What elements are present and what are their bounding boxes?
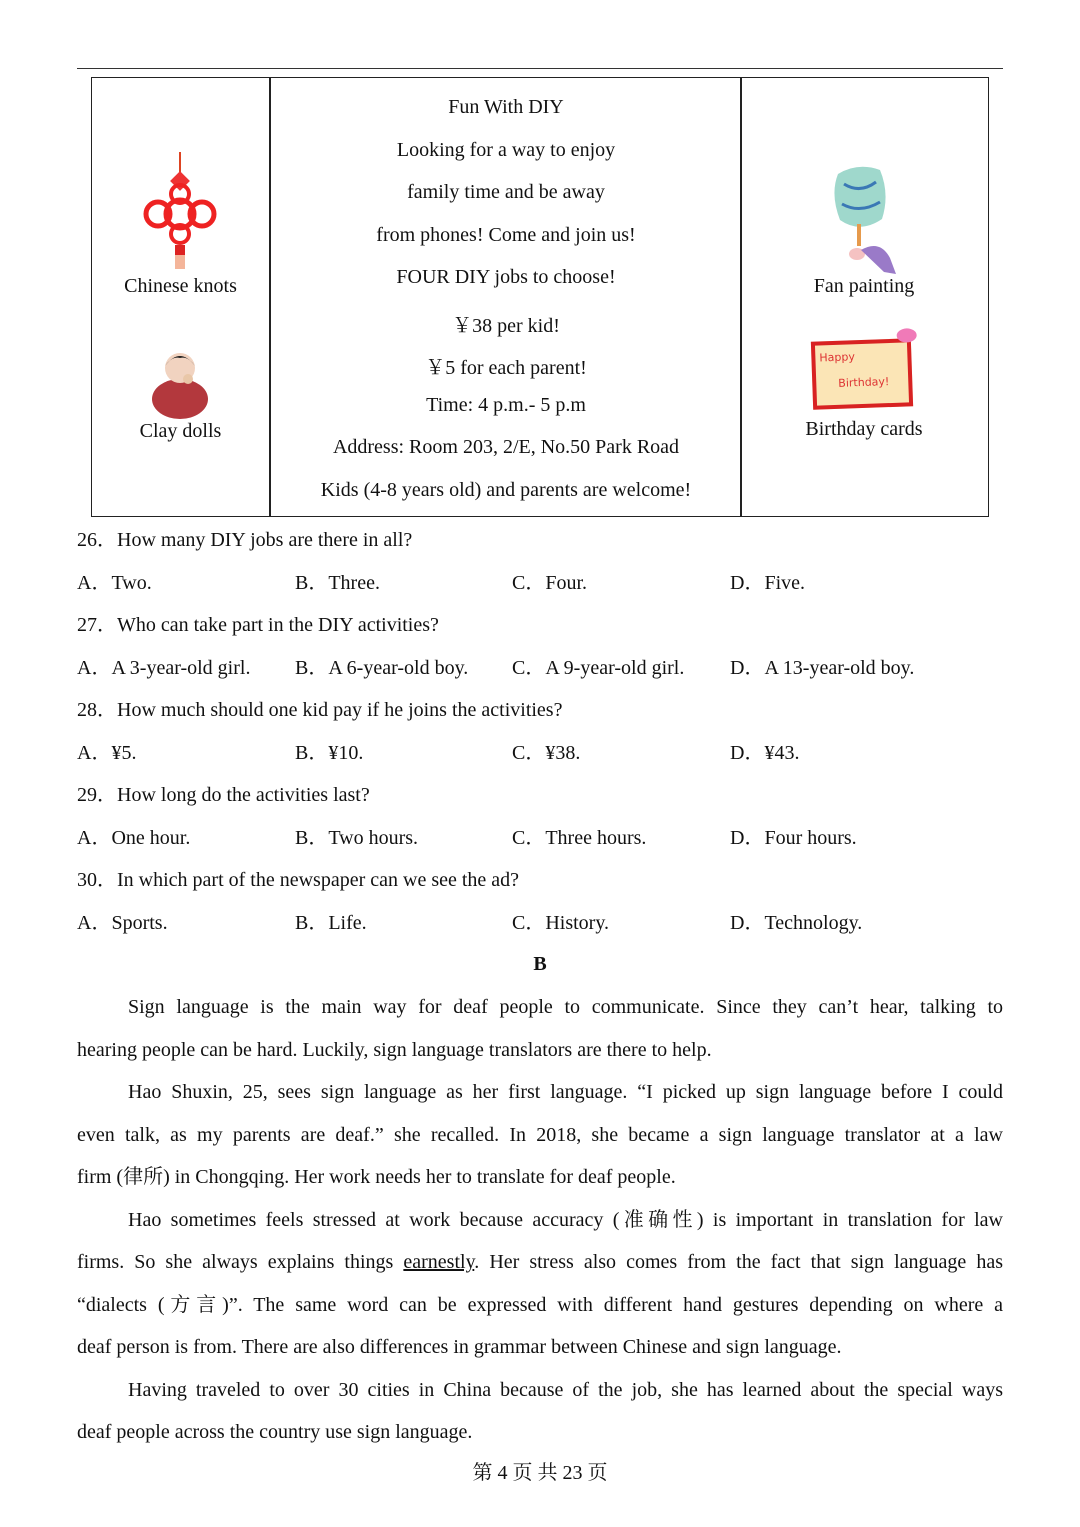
answer-option: C．A 9-year-old girl.	[512, 656, 685, 679]
painted-fan-icon	[830, 164, 910, 276]
text-segment: . Her stress also comes from the fact that sign language has	[474, 1251, 1003, 1273]
ad-table	[91, 77, 989, 517]
answer-option: C．Four.	[512, 571, 588, 594]
item-label-birthday-cards: Birthday cards	[805, 418, 923, 440]
passage-line: Hao sometimes feels stressed at work because accuracy (准确性) is important in translation for law	[128, 1208, 1003, 1231]
passage-line: even talk, as my parents are deaf.” she recalled. In 2018, she became a sign language translator at a law	[77, 1123, 1003, 1146]
bow-icon	[896, 328, 916, 343]
answer-option: A．¥5.	[77, 741, 137, 764]
passage-line: Having traveled to over 30 cities in China because of the job, she has learned about the special ways	[128, 1378, 1003, 1401]
item-label-clay-dolls: Clay dolls	[139, 420, 222, 442]
item-label-fan-painting: Fan painting	[813, 275, 915, 297]
passage-line: deaf people across the country use sign language.	[77, 1421, 473, 1443]
answer-option: A．Two.	[77, 571, 152, 594]
ad-line: from phones! Come and join us!	[376, 223, 636, 246]
question-stem: 28．How much should one kid pay if he joins the activities?	[77, 699, 563, 721]
text-segment: firms. So she always explains things	[77, 1251, 404, 1273]
answer-option: B．Two hours.	[295, 826, 419, 849]
answer-option: A．One hour.	[77, 826, 191, 849]
answer-option: B．A 6-year-old boy.	[295, 656, 469, 679]
item-label-chinese-knots: Chinese knots	[124, 275, 237, 297]
passage-line: deaf person is from. There are also differences in grammar between Chinese and sign language.	[77, 1336, 842, 1358]
answer-option: C．¥38.	[512, 741, 581, 764]
answer-option: C．History.	[512, 911, 610, 934]
passage-line: hearing people can be hard. Luckily, sign language translators are there to help.	[77, 1038, 712, 1061]
ad-line: Looking for a way to enjoy	[396, 138, 616, 161]
question-stem: 30．In which part of the newspaper can we see the ad?	[77, 869, 520, 891]
question-stem: 29．How long do the activities last?	[77, 784, 370, 806]
ad-line: Time: 4 p.m.- 5 p.m	[426, 393, 586, 416]
passage-line: “dialects (方言)”. The same word can be expressed with different hand gestures depending on where a	[77, 1293, 1003, 1316]
ad-line: Kids (4-8 years old) and parents are welcome!	[320, 478, 692, 501]
answer-option: A．A 3-year-old girl.	[77, 656, 251, 679]
answer-option: D．Five.	[730, 571, 805, 594]
clay-doll-icon	[148, 346, 212, 420]
ad-line: ￥5 for each parent!	[425, 357, 587, 379]
answer-option: D．¥43.	[730, 741, 800, 764]
card-text: Birthday!	[838, 375, 890, 390]
answer-option: B．¥10.	[295, 741, 364, 764]
answer-option: D．A 13-year-old boy.	[730, 656, 915, 679]
page-footer: 第 4 页 共 23 页	[472, 1462, 608, 1484]
question-stem: 26．How many DIY jobs are there in all?	[77, 529, 413, 551]
ad-line: FOUR DIY jobs to choose!	[396, 266, 616, 288]
card-text: Happy	[819, 350, 856, 365]
ad-line: ￥38 per kid!	[452, 314, 560, 337]
answer-option: A．Sports.	[77, 911, 168, 934]
question-stem: 27．Who can take part in the DIY activities?	[77, 614, 439, 636]
passage-line	[77, 1250, 1003, 1274]
answer-option: D．Technology.	[730, 911, 863, 934]
answer-option: D．Four hours.	[730, 826, 857, 849]
ad-title: Fun With DIY	[448, 96, 564, 118]
section-heading: B	[533, 953, 547, 975]
ad-line: family time and be away	[407, 181, 605, 203]
answer-option: C．Three hours.	[512, 826, 647, 849]
passage-line: firm (律所) in Chongqing. Her work needs her to translate for deaf people.	[77, 1166, 676, 1188]
answer-option: B．Life.	[295, 911, 367, 934]
header-rule	[77, 68, 1003, 69]
chinese-knot-icon	[142, 152, 220, 270]
ad-line: Address: Room 203, 2/E, No.50 Park Road	[332, 436, 680, 458]
underlined-word: earnestly	[403, 1251, 475, 1273]
answer-option: B．Three.	[295, 571, 380, 594]
birthday-card-icon	[811, 338, 913, 409]
passage-line: Sign language is the main way for deaf people to communicate. Since they can’t hear, talking to	[128, 996, 1003, 1018]
passage-line: Hao Shuxin, 25, sees sign language as her first language. “I picked up sign language before I could	[128, 1081, 1003, 1103]
